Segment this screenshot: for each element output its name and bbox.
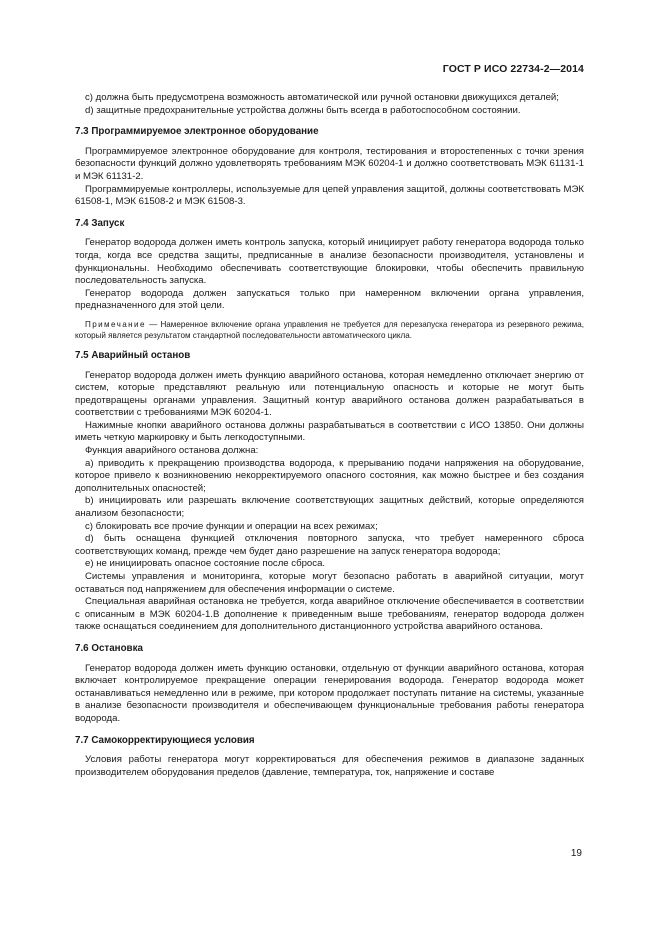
section-7-3-heading: 7.3 Программируемое электронное оборудование	[75, 126, 319, 138]
paragraph: Нажимные кнопки аварийного останова должны разрабатываться в соответствии с ИСО 13850. Они должны иметь четкую маркировку и быть легкодоступными.	[75, 419, 584, 444]
page-number: 19	[570, 848, 582, 859]
paragraph: Программируемое электронное оборудование для контроля, тестирования и второстепенных с точки зрения безопасности функций должно удовлетворять требованиям МЭК 60204-1 и должно соответствовать МЭК 61131-1 и МЭК 61131-2.	[75, 145, 584, 182]
list-item-d: d) быть оснащена функцией отключения повторного запуска, что требует намеренного сброса соответствующих команд, прежде чем будет дано разрешение на запуск генератора водорода;	[75, 533, 584, 557]
paragraph: Генератор водорода должен иметь функцию остановки, отдельную от функции аварийного останова, которая включает контролируемое прекращение операции генерирования водорода. Генератор водорода может останавливаться немедленно или в режиме, при котором продолжает поступать питание на системы, указанные в анализе безопасности производителя и обеспечивающем функциональные требования работы генератора водорода.	[75, 662, 584, 724]
list-item-d: d) защитные предохранительные устройства должны быть всегда в работоспособном состоянии.	[85, 104, 521, 116]
list-item-a: a) приводить к прекращению производства водорода, к прерыванию подачи напряжения на оборудование, которое привело к возникновению некорректируемого опасного состояния, как можно быстрее и без создания дополнительных опасностей;	[75, 457, 584, 494]
list-item-b: b) инициировать или разрешать включение соответствующих защитных действий, которые определяются анализом безопасности;	[75, 495, 584, 520]
list-item-c: c) должна быть предусмотрена возможность автоматической или ручной остановки движущихся деталей;	[85, 92, 559, 103]
note	[75, 319, 584, 341]
section-7-7-heading: 7.7 Самокорректирующиеся условия	[75, 734, 255, 746]
paragraph: Специальная аварийная остановка не требуется, когда аварийное отключение обеспечивается в соответствии с описанным в МЭК 60204-1.В дополнение к приведенным выше требованиям, генератор водорода должен также оснащаться соединением для дополнительного дистанционного устройства аварийного останова.	[75, 596, 584, 633]
section-7-4-heading: 7.4 Запуск	[75, 217, 125, 229]
paragraph: Генератор водорода должен иметь контроль запуска, который инициирует работу генератора водорода только тогда, когда все средства защиты, предписанные в анализе безопасности производителя, установлены и функциональны. Необходимо обеспечивать соответствующие блокировки, чтобы обеспечить правильную последовательность запуска.	[75, 237, 584, 287]
section-7-5-heading: 7.5 Аварийный останов	[75, 349, 191, 361]
page-content	[75, 92, 584, 779]
list-item-e: e) не инициировать опасное состояние после сброса.	[85, 558, 326, 570]
note-text: — Намеренное включение органа управления не требуется для перезапуска генератора из резервного режима, который является результатом стандартной последовательности автоматического цикла.	[75, 319, 584, 340]
paragraph: Системы управления и мониторинга, которые могут безопасно работать в аварийной ситуации, могут оставаться под напряжением для обеспечения информации о системе.	[75, 571, 584, 595]
paragraph: Функция аварийного останова должна:	[85, 445, 259, 457]
paragraph: Условия работы генератора могут корректироваться для обеспечения режимов в диапазоне заданных производителем оборудования пределов (давление, температура, ток, напряжение и составе	[75, 754, 584, 778]
list-item-c: c) блокировать все прочие функции и операции на всех режимах;	[85, 520, 378, 532]
paragraph: Генератор водорода должен иметь функцию аварийного останова, которая немедленно отключает энергию от систем, которые представляют реальную или потенциальную опасность и которые не могут быть предотвращены органами управления. Защитный контур аварийного останова должен разрабатываться в соответствии с требованиями МЭК 60204-1.	[75, 369, 584, 419]
section-7-6-heading: 7.6 Остановка	[75, 642, 143, 654]
standard-header: ГОСТ Р ИСО 22734-2—2014	[442, 63, 584, 75]
paragraph: Программируемые контроллеры, используемые для цепей управления защитой, должны соответствовать МЭК 61508-1, МЭК 61508-2 и МЭК 61508-3.	[75, 183, 584, 208]
paragraph: Генератор водорода должен запускаться только при намеренном включении органа управления, предназначенного для этой цели.	[75, 287, 584, 312]
note-label: Примечание	[85, 319, 146, 329]
